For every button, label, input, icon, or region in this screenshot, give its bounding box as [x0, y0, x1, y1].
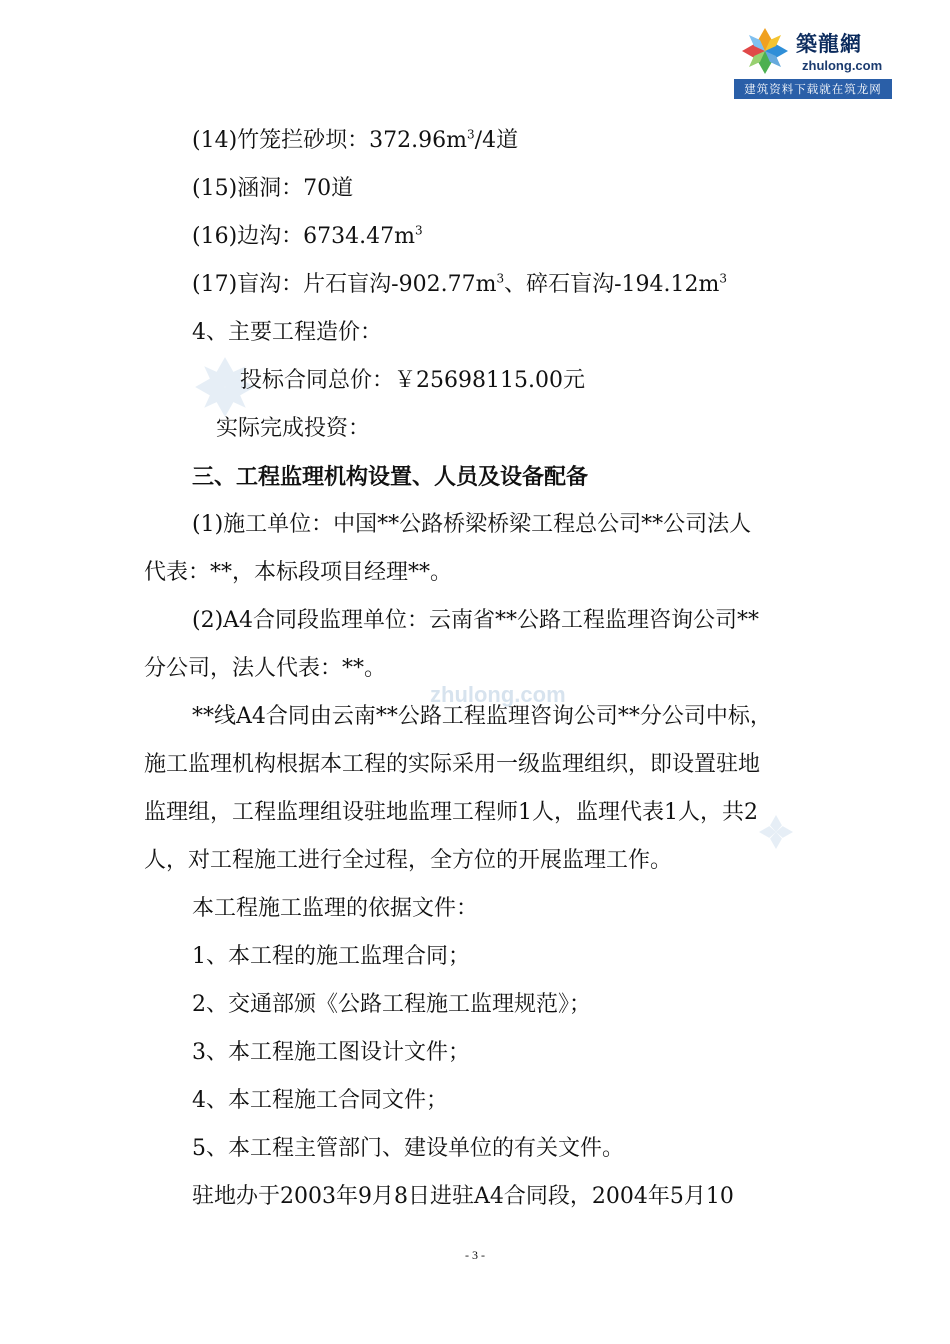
basis-item-4: 4、本工程施工合同文件；: [192, 1088, 448, 1113]
cost-heading: 4、主要工程造价：: [192, 320, 382, 345]
item-16: (16)边沟：$6734.47m^3$: [192, 223, 423, 249]
watermark-text: zhulong.com: [430, 682, 566, 707]
zhulong-logo: [734, 20, 892, 100]
basis-item-5: 5、本工程主管部门、建设单位的有关文件。: [192, 1136, 624, 1161]
basis-item-2: 2、交通部颁《公路工程施工监理规范》；: [192, 992, 591, 1017]
logo-name: 築龍網: [796, 32, 862, 56]
actual-investment: 实际完成投资：: [216, 416, 371, 441]
para-3-line-1: **线A4合同由云南**公路工程监理咨询公司**分公司中标，: [192, 704, 772, 729]
basis-item-3: 3、本工程施工图设计文件；: [192, 1040, 470, 1065]
item-17: (17)盲沟：片石盲沟$-902.77m^3$、碎石盲沟$-194.12m^3$: [192, 271, 727, 297]
para-1-line-1: (1)施工单位：中国**公路桥梁桥梁工程总公司**公司法人: [192, 512, 752, 537]
bid-price: 投标合同总价：￥25698115.00元: [240, 368, 585, 393]
logo-domain: zhulong.com: [802, 58, 883, 73]
pinwheel-icon: [738, 24, 792, 78]
watermark-small-pinwheel-icon: [756, 812, 796, 852]
para-3-line-4: 人，对工程施工进行全过程，全方位的开展监理工作。: [144, 848, 673, 873]
basis-heading: 本工程施工监理的依据文件：: [192, 896, 479, 921]
para-1-line-2: 代表：**，本标段项目经理**。: [144, 560, 453, 585]
last-paragraph-line: 驻地办于2003年9月8日进驻A4合同段，2004年5月10: [192, 1184, 734, 1209]
para-3-line-2: 施工监理机构根据本工程的实际采用一级监理组织，即设置驻地: [144, 752, 761, 777]
section-3-title: 三、工程监理机构设置、人员及设备配备: [192, 464, 589, 490]
item-15: (15)涵洞：70道: [192, 176, 354, 201]
para-3-line-3: 监理组，工程监理组设驻地监理工程师1人，监理代表1人，共2: [144, 800, 758, 825]
para-2-line-2: 分公司，法人代表：**。: [144, 656, 387, 681]
item-14: (14)竹笼拦砂坝：$372.96m^3/4$道: [192, 127, 519, 153]
page-number: - 3 -: [465, 1248, 485, 1262]
para-2-line-1: (2)A4合同段监理单位：云南省**公路工程监理咨询公司**: [192, 608, 760, 633]
basis-item-1: 1、本工程的施工监理合同；: [192, 944, 470, 969]
logo-slogan: 建筑资料下载就在筑龙网: [734, 79, 892, 99]
